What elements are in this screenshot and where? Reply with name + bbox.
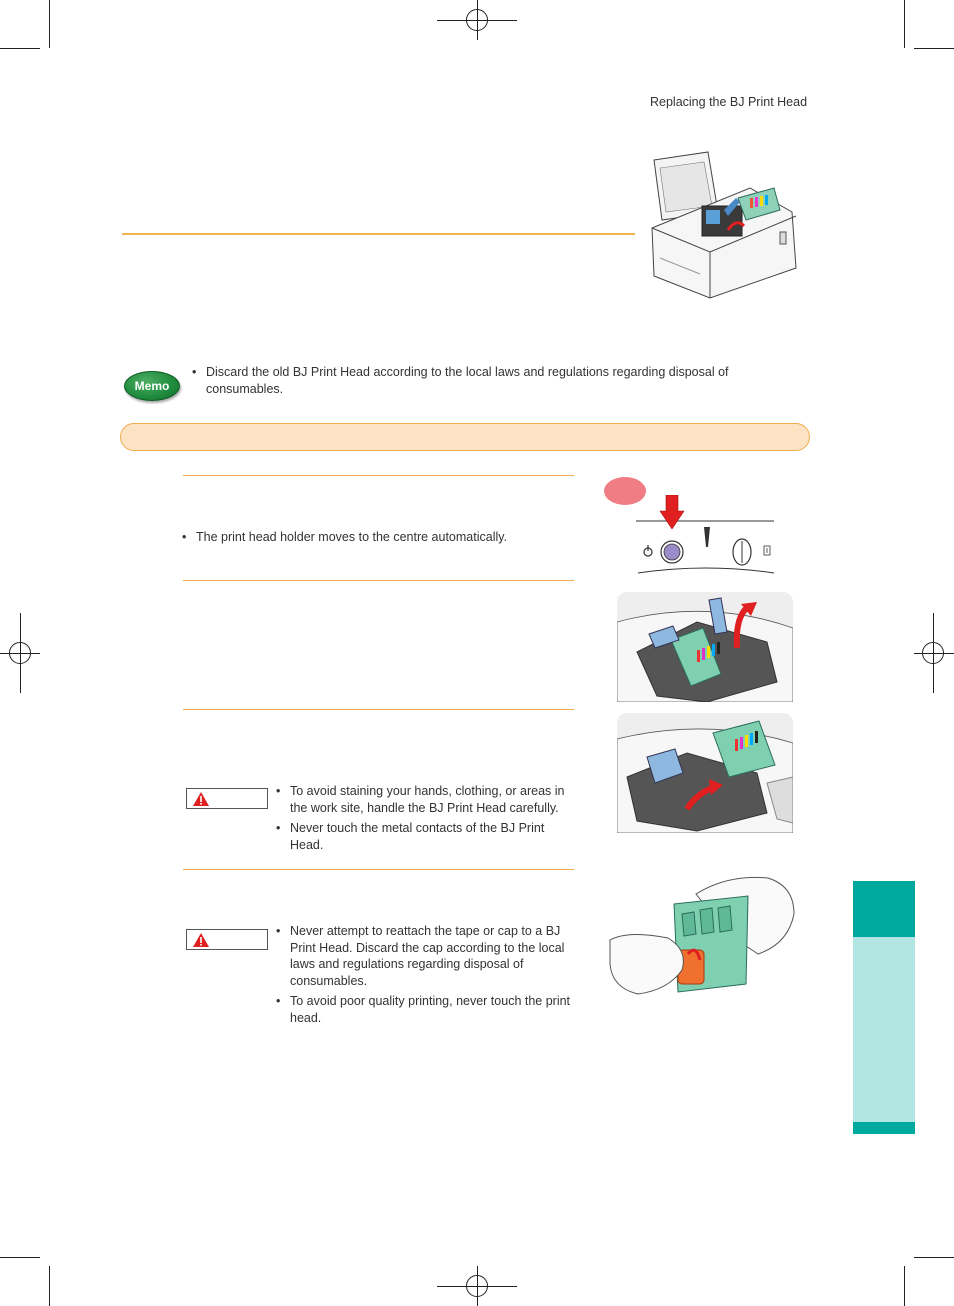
crop-mark <box>0 48 40 49</box>
registration-mark <box>922 642 944 664</box>
caution-label <box>186 788 268 809</box>
caution-item: • Never attempt to reattach the tape or cap to a BJ Print Head. Discard the cap according to the local laws and regulations regarding disposal of consumables. <box>276 923 574 989</box>
crop-mark <box>914 48 954 49</box>
section-heading-bar <box>120 423 810 451</box>
step-3-caution-list <box>276 783 572 857</box>
step-note: • The print head holder moves to the centre automatically. <box>182 529 572 546</box>
warning-icon <box>192 932 210 948</box>
step-rule <box>183 709 574 710</box>
red-arrow-icon <box>660 495 684 529</box>
printer-open-cover-illustration <box>640 148 802 300</box>
caution-item: • To avoid staining your hands, clothing, or areas in the work site, handle the BJ Print Head carefully. <box>276 783 572 816</box>
crop-mark <box>49 0 50 48</box>
memo-list <box>192 364 752 401</box>
crop-mark <box>0 1257 40 1258</box>
chapter-tab-end <box>853 1122 915 1134</box>
registration-mark <box>466 9 488 31</box>
crop-mark <box>49 1266 50 1306</box>
title-rule <box>122 233 635 235</box>
chapter-tab <box>853 881 915 937</box>
registration-mark <box>466 1275 488 1297</box>
crop-mark <box>904 1266 905 1306</box>
lock-lever-raised-illustration <box>617 592 793 702</box>
memo-badge: Memo <box>124 371 180 401</box>
caution-item: • To avoid poor quality printing, never touch the print head. <box>276 993 574 1026</box>
registration-mark <box>9 642 31 664</box>
warning-icon <box>192 791 210 807</box>
power-icon <box>644 545 652 556</box>
step-rule <box>183 580 574 581</box>
step-1-notes <box>182 529 572 550</box>
print-head-cap-removal-illustration <box>608 874 798 1008</box>
resume-icon <box>764 546 770 555</box>
crop-mark <box>914 1257 954 1258</box>
crop-mark <box>904 0 905 48</box>
running-header: Replacing the BJ Print Head <box>650 95 808 109</box>
control-panel-illustration <box>636 495 778 579</box>
memo-item: • Discard the old BJ Print Head according to the local laws and regulations regarding disposal of consumables. <box>192 364 752 397</box>
step-rule <box>183 869 574 870</box>
chapter-tab-band <box>853 937 915 1122</box>
print-head-removal-illustration <box>617 713 793 833</box>
step-4-caution-list <box>276 923 574 1030</box>
step-rule <box>183 475 574 476</box>
caution-item: • Never touch the metal contacts of the BJ Print Head. <box>276 820 572 853</box>
caution-label <box>186 929 268 950</box>
